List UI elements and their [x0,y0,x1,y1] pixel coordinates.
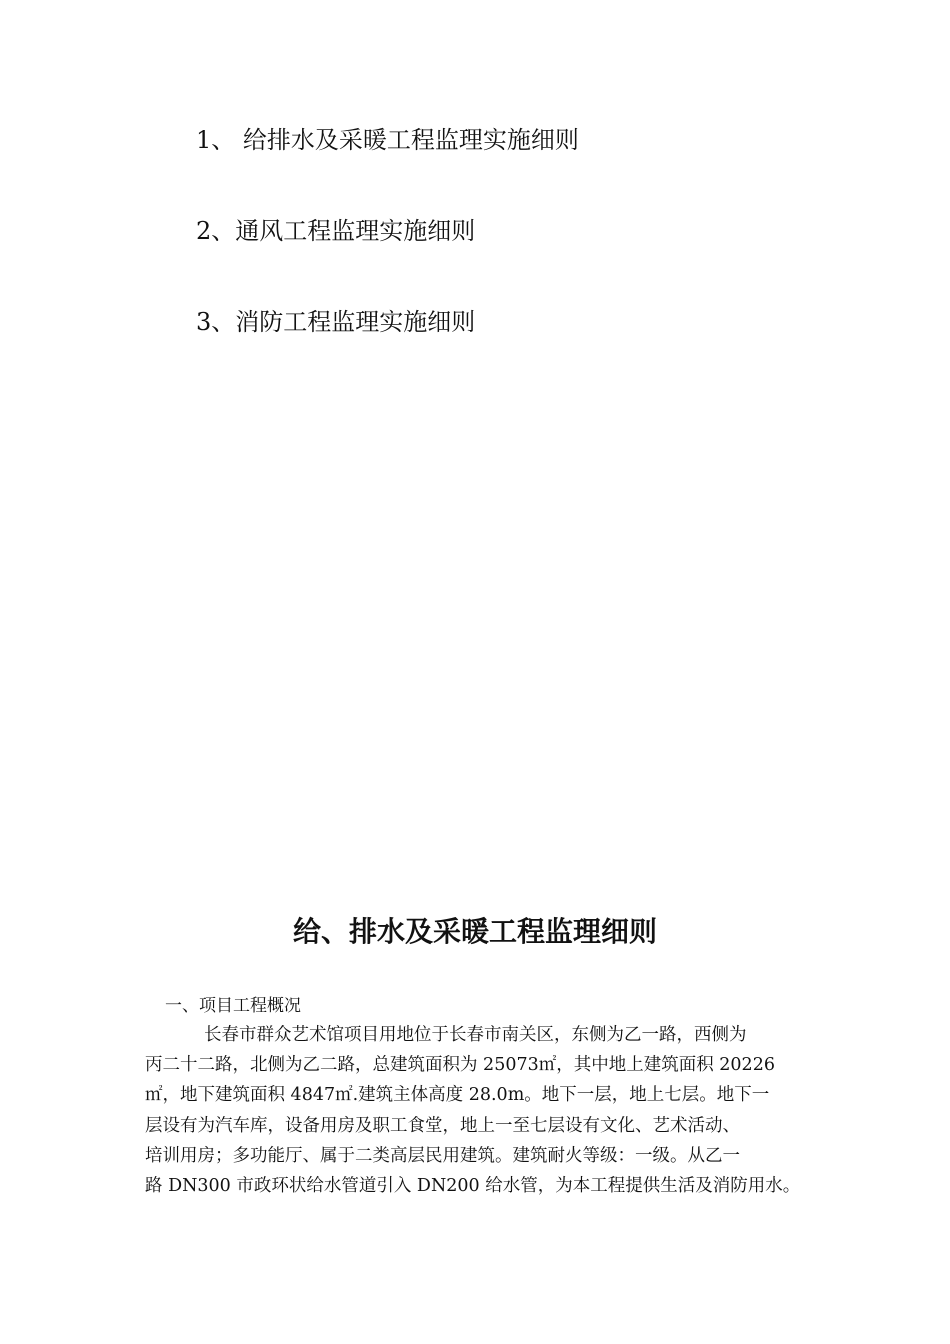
toc-item-3: 3、消防工程监理实施细则 [196,308,476,336]
paragraph-line-5: 培训用房；多功能厅、属于二类高层民用建筑。建筑耐火等级：一级。从乙一 [145,1146,740,1166]
paragraph-line-6: 路 DN300 市政环状给水管道引入 DN200 给水管，为本工程提供生活及消防用水。 [145,1176,801,1196]
paragraph-line-4: 层设有为汽车库，设备用房及职工食堂，地上一至七层设有文化、艺术活动、 [145,1116,740,1136]
section-subheading: 一、项目工程概况 [165,996,301,1016]
toc-item-1: 1、 给排水及采暖工程监理实施细则 [196,126,579,154]
toc-item-2: 2、通风工程监理实施细则 [196,217,476,245]
section-title: 给、排水及采暖工程监理细则 [292,915,657,948]
paragraph-line-3: ㎡，地下建筑面积 4847㎡.建筑主体高度 28.0m。地下一层，地上七层。地下一 [145,1085,770,1105]
paragraph-line-2: 丙二十二路，北侧为乙二路，总建筑面积为 25073㎡，其中地上建筑面积 20226 [145,1055,775,1075]
paragraph-line-1: 长春市群众艺术馆项目用地位于长春市南关区，东侧为乙一路，西侧为 [204,1025,747,1045]
